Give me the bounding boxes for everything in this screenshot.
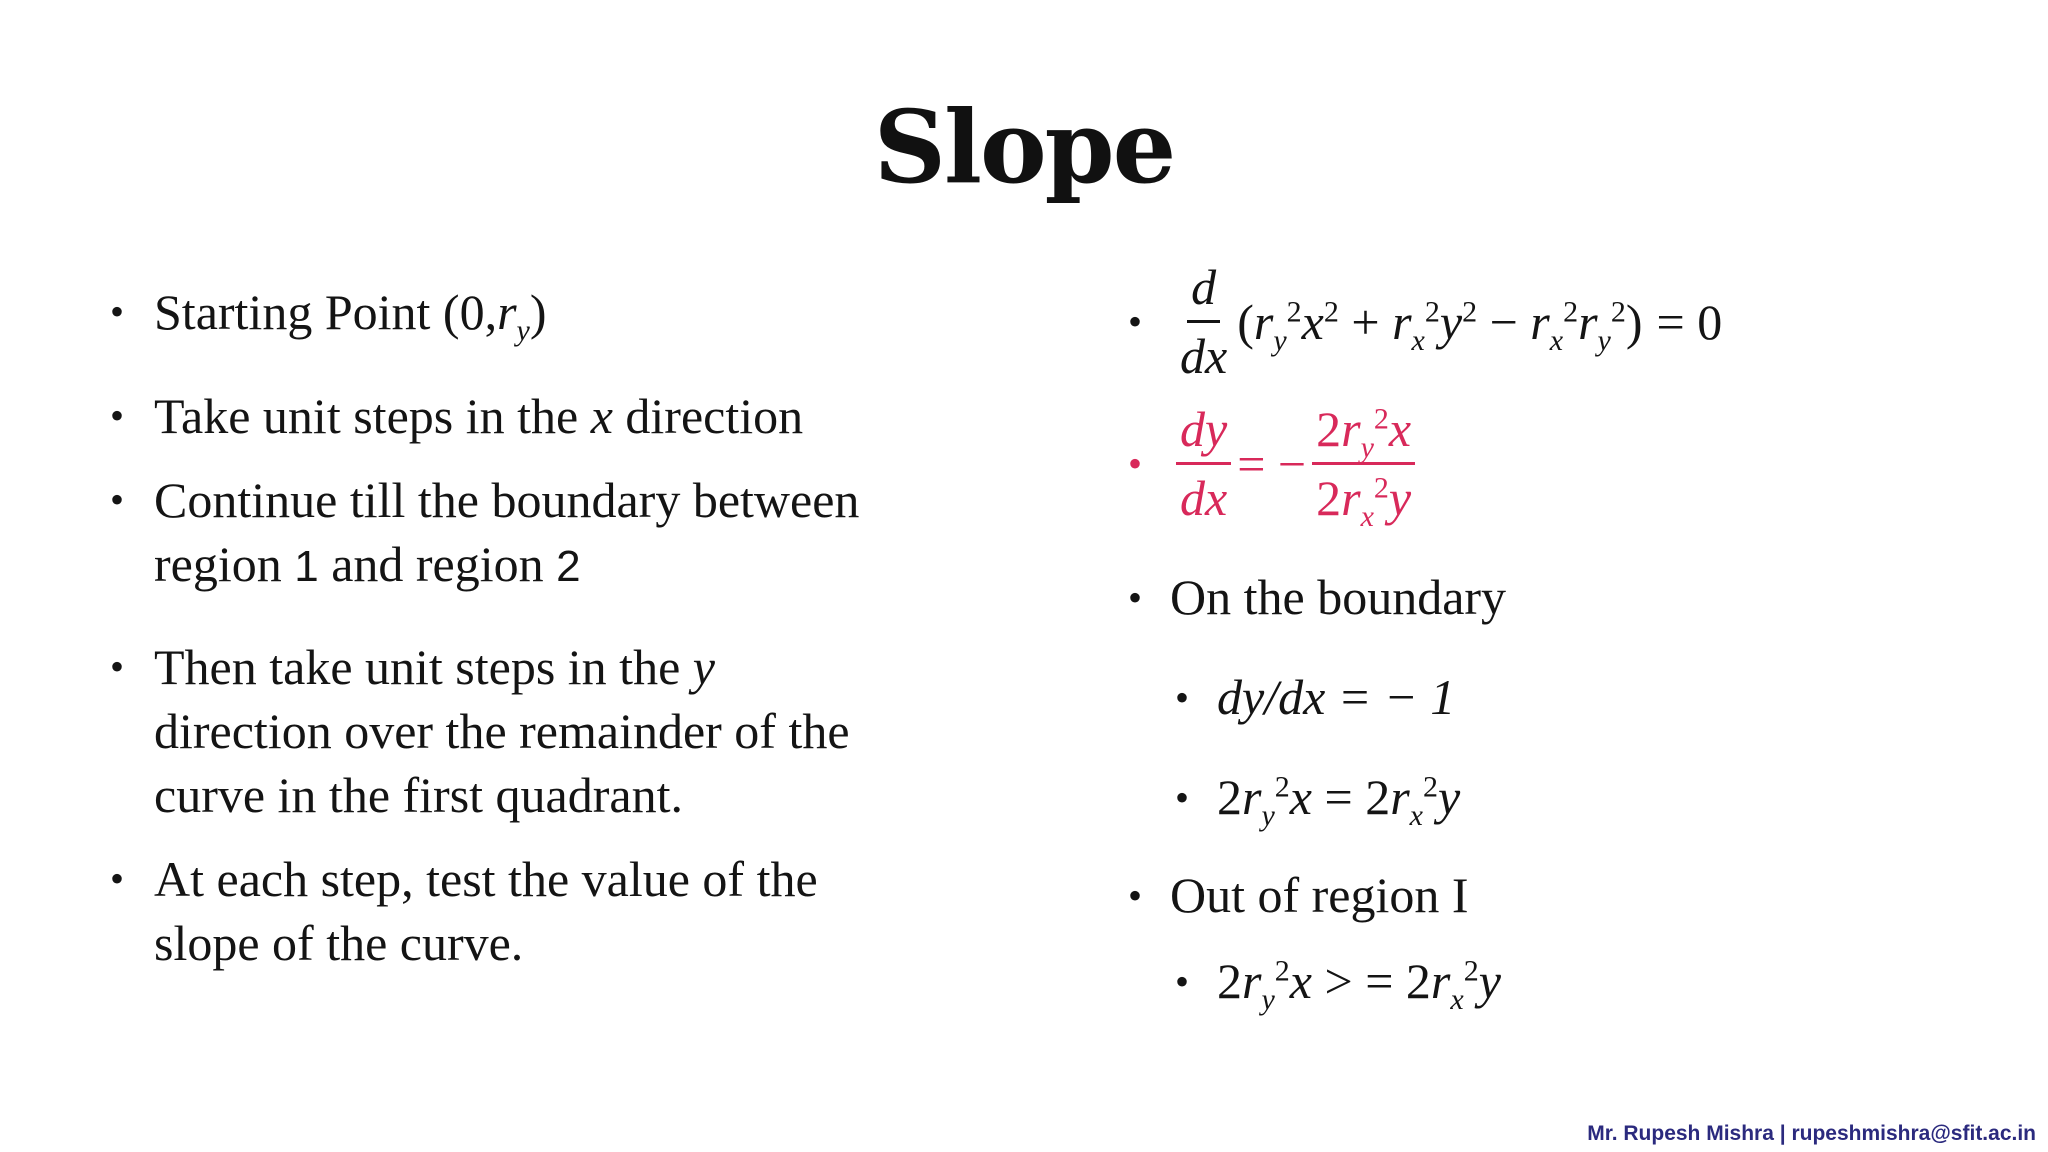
region-exit-condition: • $2r_y^2x$ > = $2r_x^2y$ (1175, 953, 1501, 1016)
slide-title: Slope (873, 88, 1175, 206)
bullet-test-slope: • At each step, test the value of the slope of the curve. (110, 847, 970, 975)
bullet-out-of-region: • Out of region I (1128, 867, 1469, 923)
derivative-equation: • $\frac{d}{dx}$ $(r_y^2x^2 + r_x^2y^2 - r_x^2r_y^2)$ = 0 (1128, 259, 1723, 384)
bullet-starting-point: • Starting Point $(0,r_y)$ (110, 280, 970, 344)
bullet-on-boundary: • On the boundary (1128, 569, 1507, 625)
boundary-slope-equation: • dy/dx = − 1 (1175, 669, 1456, 725)
boundary-condition-equation: • $2r_y^2x = 2r_x^2y$ (1175, 769, 1461, 832)
author-footer: Mr. Rupesh Mishra | rupeshmishra@sfit.ac.in (1587, 1122, 2036, 1145)
bullet-continue-boundary: • Continue till the boundary between region 1 and region 2 (110, 468, 970, 599)
bullet-y-steps: • Then take unit steps in the y direction over the remainder of the curve in the first quadrant. (110, 635, 970, 827)
bullet-x-steps: • Take unit steps in the x direction (110, 384, 970, 448)
slope-formula: • $\frac{dy}{dx}$ = − $\frac{2r_y^2x}{2r_x^2y}$ (1128, 400, 1421, 527)
left-bullet-list (110, 280, 970, 975)
